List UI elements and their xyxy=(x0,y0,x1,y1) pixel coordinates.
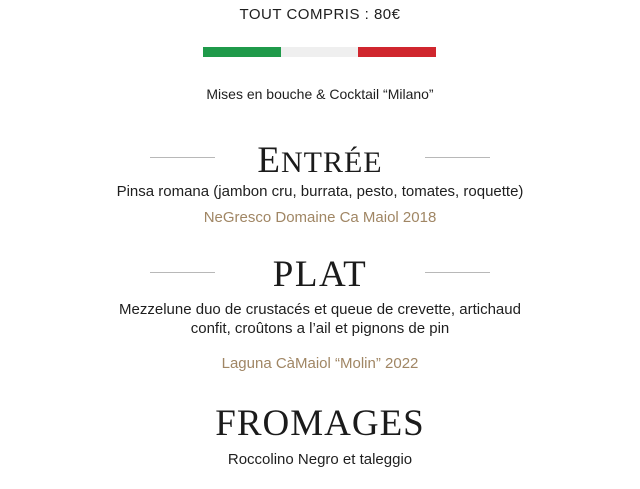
wine-entree: NeGresco Domaine Ca Maiol 2018 xyxy=(203,209,437,226)
section-title-plat: PLAT xyxy=(272,254,368,295)
section-title-fromages: FROMAGES xyxy=(215,403,425,444)
flag-red-band xyxy=(358,47,436,57)
flag-green-band xyxy=(203,47,281,57)
dish-plat xyxy=(0,300,640,338)
dish-line: Mezzelune duo de crustacés et queue de crevette, artichaud xyxy=(119,301,521,318)
dish-entree: Pinsa romana (jambon cru, burrata, pesto, tomates, roquette) xyxy=(116,183,524,200)
wine-plat: Laguna CàMaiol “Molin” 2022 xyxy=(221,355,419,372)
dish-fromages: Roccolino Negro et taleggio xyxy=(227,451,413,468)
aperitif-line: Mises en bouche & Cocktail “Milano” xyxy=(206,86,434,102)
wine-fromages-cut-off xyxy=(0,472,640,489)
price-line: TOUT COMPRIS : 80€ xyxy=(239,6,401,23)
title-rest: NTRÉE xyxy=(280,146,383,179)
title-initial: E xyxy=(257,140,281,181)
dish-line: confit, croûtons a l’ail et pignons de pin xyxy=(190,320,450,337)
section-title-entree xyxy=(0,139,640,182)
flag-white-band xyxy=(281,47,359,57)
italian-flag-bar xyxy=(203,47,436,57)
